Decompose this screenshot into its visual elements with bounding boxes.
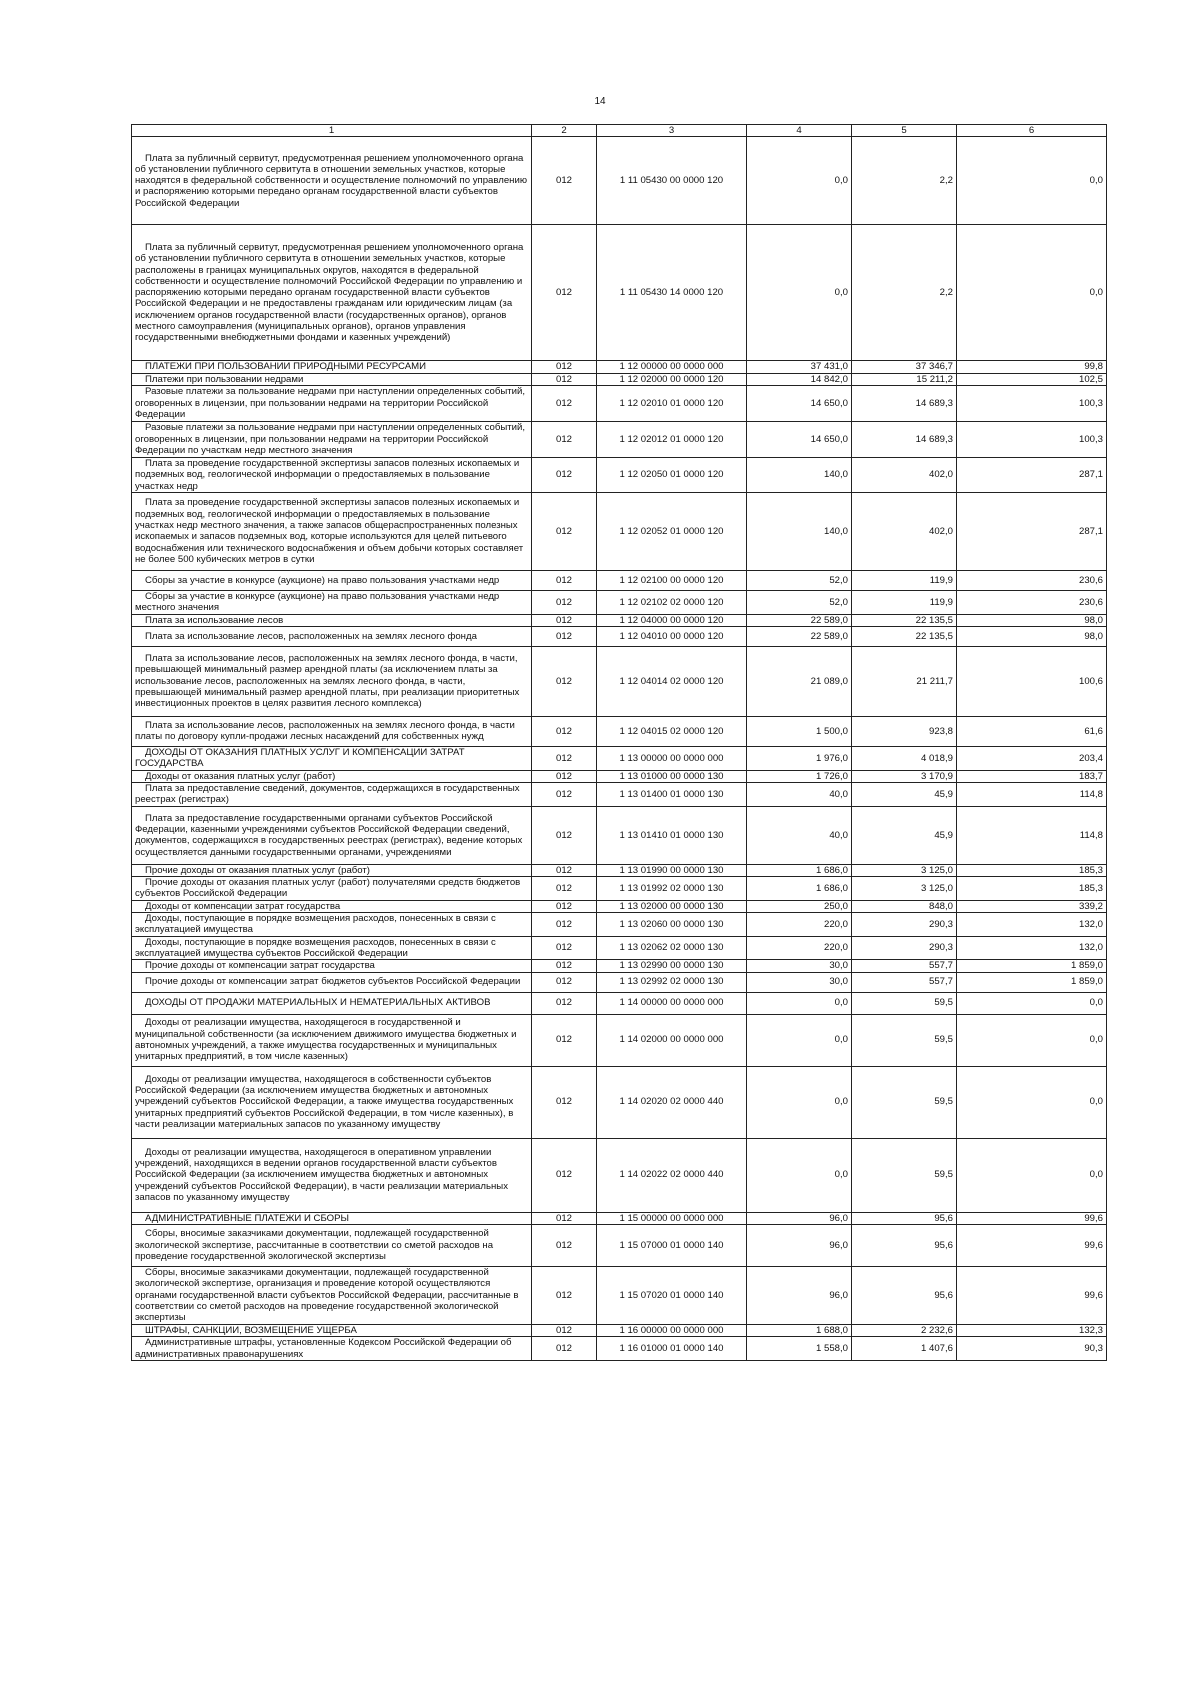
row-admin-code: 012 [532, 716, 597, 746]
table-row [132, 1138, 1107, 1212]
row-budget-code: 1 12 02010 01 0000 120 [597, 385, 747, 421]
row-admin-code: 012 [532, 806, 597, 864]
row-budget-code: 1 13 02060 00 0000 130 [597, 913, 747, 937]
row-actual-value: 22 135,5 [852, 626, 957, 646]
row-admin-code: 012 [532, 385, 597, 421]
row-percent: 1 859,0 [957, 960, 1107, 972]
row-admin-code: 012 [532, 972, 597, 992]
table-row [132, 421, 1107, 457]
row-actual-value: 15 211,2 [852, 373, 957, 385]
row-percent: 0,0 [957, 1014, 1107, 1066]
row-actual-value: 37 346,7 [852, 361, 957, 373]
row-budget-code: 1 11 05430 00 0000 120 [597, 137, 747, 225]
row-percent: 100,3 [957, 385, 1107, 421]
row-description: Прочие доходы от оказания платных услуг (работ) получателями средств бюджетов субъектов Российской Федерации [132, 877, 532, 901]
row-description: Доходы от реализации имущества, находящегося в собственности субъектов Российской Федерации (за исключением имущества бюджетных и автономных учреждений субъектов Российской Федерации, а также имущества государственных унитарных предприятий субъектов Российской Федерации, в том числе казенных), в части реализации материальных запасов по указанному имуществу [132, 1066, 532, 1138]
row-percent: 98,0 [957, 626, 1107, 646]
row-description: Плата за использование лесов, расположенных на землях лесного фонда [132, 626, 532, 646]
row-admin-code: 012 [532, 770, 597, 782]
row-admin-code: 012 [532, 900, 597, 912]
table-row [132, 960, 1107, 972]
row-actual-value: 2,2 [852, 225, 957, 361]
row-budget-code: 1 14 00000 00 0000 000 [597, 992, 747, 1014]
header-cell: 4 [747, 125, 852, 137]
row-plan-value: 140,0 [747, 492, 852, 570]
row-admin-code: 012 [532, 1324, 597, 1336]
row-budget-code: 1 14 02000 00 0000 000 [597, 1014, 747, 1066]
row-plan-value: 14 650,0 [747, 421, 852, 457]
row-plan-value: 0,0 [747, 225, 852, 361]
row-description: ДОХОДЫ ОТ ОКАЗАНИЯ ПЛАТНЫХ УСЛУГ И КОМПЕНСАЦИИ ЗАТРАТ ГОСУДАРСТВА [132, 746, 532, 770]
table-row [132, 1266, 1107, 1324]
row-actual-value: 45,9 [852, 806, 957, 864]
row-percent: 287,1 [957, 492, 1107, 570]
row-percent: 0,0 [957, 225, 1107, 361]
row-admin-code: 012 [532, 1266, 597, 1324]
row-admin-code: 012 [532, 960, 597, 972]
row-percent: 203,4 [957, 746, 1107, 770]
row-actual-value: 2 232,6 [852, 1324, 957, 1336]
row-plan-value: 1 558,0 [747, 1337, 852, 1361]
row-budget-code: 1 13 01990 00 0000 130 [597, 864, 747, 876]
row-description: Разовые платежи за пользование недрами при наступлении определенных событий, оговоренных в лицензии, при пользовании недрами на территории Российской Федерации [132, 385, 532, 421]
table-row [132, 492, 1107, 570]
table-row [132, 1324, 1107, 1336]
row-actual-value: 402,0 [852, 492, 957, 570]
row-description: Плата за предоставление государственными органами субъектов Российской Федерации, казенными учреждениями субъектов Российской Федерации сведений, документов, содержащихся в государственных реестрах (регистрах), ведение которых осуществляется данными государственными органами, учреждениями [132, 806, 532, 864]
table-row [132, 877, 1107, 901]
row-percent: 100,3 [957, 421, 1107, 457]
table-row [132, 225, 1107, 361]
table-row [132, 1014, 1107, 1066]
row-budget-code: 1 12 02100 00 0000 120 [597, 570, 747, 590]
table-row [132, 1224, 1107, 1266]
table-row [132, 992, 1107, 1014]
row-actual-value: 119,9 [852, 570, 957, 590]
row-plan-value: 1 688,0 [747, 1324, 852, 1336]
row-percent: 90,3 [957, 1337, 1107, 1361]
row-plan-value: 30,0 [747, 960, 852, 972]
row-budget-code: 1 13 02000 00 0000 130 [597, 900, 747, 912]
row-plan-value: 21 089,0 [747, 646, 852, 716]
row-percent: 0,0 [957, 1138, 1107, 1212]
row-budget-code: 1 12 04010 00 0000 120 [597, 626, 747, 646]
row-actual-value: 290,3 [852, 936, 957, 960]
row-actual-value: 59,5 [852, 992, 957, 1014]
row-description: Платежи при пользовании недрами [132, 373, 532, 385]
row-description: Прочие доходы от компенсации затрат государства [132, 960, 532, 972]
row-admin-code: 012 [532, 590, 597, 614]
row-percent: 185,3 [957, 877, 1107, 901]
header-cell: 1 [132, 125, 532, 137]
row-actual-value: 3 125,0 [852, 864, 957, 876]
row-admin-code: 012 [532, 225, 597, 361]
row-percent: 99,6 [957, 1266, 1107, 1324]
row-admin-code: 012 [532, 1337, 597, 1361]
row-percent: 230,6 [957, 590, 1107, 614]
row-percent: 0,0 [957, 992, 1107, 1014]
row-percent: 0,0 [957, 1066, 1107, 1138]
row-budget-code: 1 12 04014 02 0000 120 [597, 646, 747, 716]
row-budget-code: 1 12 04000 00 0000 120 [597, 614, 747, 626]
row-description: Плата за использование лесов, расположенных на землях лесного фонда, в части, превышающей минимальный размер арендной платы (за исключением платы за использование лесов, расположенных на землях лесного фонда, в части, превышающей минимальный размер арендной платы, при реализации приоритетных инвестиционных проектов в целях развития лесного комплекса) [132, 646, 532, 716]
row-plan-value: 1 976,0 [747, 746, 852, 770]
row-admin-code: 012 [532, 992, 597, 1014]
row-percent: 98,0 [957, 614, 1107, 626]
row-description: Доходы, поступающие в порядке возмещения расходов, понесенных в связи с эксплуатацией имущества [132, 913, 532, 937]
row-budget-code: 1 12 02102 02 0000 120 [597, 590, 747, 614]
row-percent: 102,5 [957, 373, 1107, 385]
row-budget-code: 1 12 04015 02 0000 120 [597, 716, 747, 746]
table-row [132, 457, 1107, 492]
table-row [132, 361, 1107, 373]
row-description: Доходы от компенсации затрат государства [132, 900, 532, 912]
row-budget-code: 1 14 02022 02 0000 440 [597, 1138, 747, 1212]
row-actual-value: 59,5 [852, 1066, 957, 1138]
row-description: Сборы за участие в конкурсе (аукционе) на право пользования участками недр [132, 570, 532, 590]
table-row [132, 137, 1107, 225]
row-actual-value: 290,3 [852, 913, 957, 937]
table-row [132, 936, 1107, 960]
row-description: ДОХОДЫ ОТ ПРОДАЖИ МАТЕРИАЛЬНЫХ И НЕМАТЕРИАЛЬНЫХ АКТИВОВ [132, 992, 532, 1014]
row-plan-value: 22 589,0 [747, 626, 852, 646]
row-actual-value: 95,6 [852, 1212, 957, 1224]
row-plan-value: 37 431,0 [747, 361, 852, 373]
row-budget-code: 1 13 00000 00 0000 000 [597, 746, 747, 770]
row-percent: 61,6 [957, 716, 1107, 746]
row-description: Сборы за участие в конкурсе (аукционе) на право пользования участками недр местного значения [132, 590, 532, 614]
row-admin-code: 012 [532, 783, 597, 807]
row-description: Плата за использование лесов [132, 614, 532, 626]
row-description: Прочие доходы от оказания платных услуг (работ) [132, 864, 532, 876]
table-row [132, 806, 1107, 864]
row-plan-value: 96,0 [747, 1212, 852, 1224]
row-plan-value: 0,0 [747, 1066, 852, 1138]
row-admin-code: 012 [532, 646, 597, 716]
row-admin-code: 012 [532, 877, 597, 901]
row-budget-code: 1 13 01400 01 0000 130 [597, 783, 747, 807]
table-row [132, 900, 1107, 912]
row-plan-value: 1 726,0 [747, 770, 852, 782]
row-description: Плата за использование лесов, расположенных на землях лесного фонда, в части платы по договору купли-продажи лесных насаждений для собственных нужд [132, 716, 532, 746]
row-description: Плата за публичный сервитут, предусмотренная решением уполномоченного органа об установлении публичного сервитута в отношении земельных участков, которые расположены в границах муниципальных округов, находятся в федеральной собственности и осуществление полномочий Российской Федерации по управлению и распоряжению которыми передано органам государственной власти субъектов Российской Федерации и не предоставлены гражданам или юридическим лицам (за исключением органов государственной власти (государственных органов), органов местного самоуправления (муниципальных органов), органов управления государственными внебюджетными фондами и казенных учреждений) [132, 225, 532, 361]
row-admin-code: 012 [532, 626, 597, 646]
row-actual-value: 21 211,7 [852, 646, 957, 716]
row-budget-code: 1 13 01992 02 0000 130 [597, 877, 747, 901]
table-row [132, 626, 1107, 646]
row-actual-value: 95,6 [852, 1266, 957, 1324]
row-plan-value: 14 842,0 [747, 373, 852, 385]
table-row [132, 1212, 1107, 1224]
row-plan-value: 96,0 [747, 1224, 852, 1266]
row-percent: 132,3 [957, 1324, 1107, 1336]
row-percent: 230,6 [957, 570, 1107, 590]
row-actual-value: 59,5 [852, 1014, 957, 1066]
row-admin-code: 012 [532, 421, 597, 457]
row-budget-code: 1 13 02992 02 0000 130 [597, 972, 747, 992]
header-cell: 5 [852, 125, 957, 137]
row-percent: 99,8 [957, 361, 1107, 373]
row-plan-value: 220,0 [747, 913, 852, 937]
row-actual-value: 59,5 [852, 1138, 957, 1212]
row-description: ПЛАТЕЖИ ПРИ ПОЛЬЗОВАНИИ ПРИРОДНЫМИ РЕСУРСАМИ [132, 361, 532, 373]
header-cell: 2 [532, 125, 597, 137]
row-actual-value: 402,0 [852, 457, 957, 492]
row-admin-code: 012 [532, 913, 597, 937]
row-plan-value: 250,0 [747, 900, 852, 912]
row-plan-value: 0,0 [747, 137, 852, 225]
revenue-table [131, 124, 1107, 1361]
row-budget-code: 1 12 02050 01 0000 120 [597, 457, 747, 492]
row-budget-code: 1 13 02990 00 0000 130 [597, 960, 747, 972]
row-plan-value: 1 500,0 [747, 716, 852, 746]
table-row [132, 783, 1107, 807]
row-description: Плата за проведение государственной экспертизы запасов полезных ископаемых и подземных вод, геологической информации о предоставляемых в пользование участках недр [132, 457, 532, 492]
row-description: Доходы от реализации имущества, находящегося в государственной и муниципальной собственности (за исключением движимого имущества бюджетных и автономных учреждений, а также имущества государственных и муниципальных унитарных предприятий, в том числе казенных) [132, 1014, 532, 1066]
row-admin-code: 012 [532, 1066, 597, 1138]
row-description: Доходы от оказания платных услуг (работ) [132, 770, 532, 782]
row-plan-value: 40,0 [747, 806, 852, 864]
row-budget-code: 1 16 01000 01 0000 140 [597, 1337, 747, 1361]
row-admin-code: 012 [532, 936, 597, 960]
table-row [132, 1066, 1107, 1138]
row-actual-value: 119,9 [852, 590, 957, 614]
row-admin-code: 012 [532, 1224, 597, 1266]
row-admin-code: 012 [532, 864, 597, 876]
row-plan-value: 52,0 [747, 590, 852, 614]
row-description: Плата за проведение государственной экспертизы запасов полезных ископаемых и подземных вод, геологической информации о предоставляемых в пользование участках недр местного значения, а также запасов общераспространенных полезных ископаемых и запасов подземных вод, которые используются для целей питьевого водоснабжения или технического водоснабжения и объем добычи которых составляет не более 500 кубических метров в сутки [132, 492, 532, 570]
row-plan-value: 52,0 [747, 570, 852, 590]
row-admin-code: 012 [532, 1138, 597, 1212]
table-row [132, 913, 1107, 937]
row-description: Сборы, вносимые заказчиками документации, подлежащей государственной экологической экспертизе, организация и проведение которой осуществляются органами государственной власти субъектов Российской Федерации, рассчитанные в соответствии со сметой расходов на проведение государственной экологической экспертизы [132, 1266, 532, 1324]
row-actual-value: 3 125,0 [852, 877, 957, 901]
row-admin-code: 012 [532, 1212, 597, 1224]
row-actual-value: 14 689,3 [852, 421, 957, 457]
row-budget-code: 1 11 05430 14 0000 120 [597, 225, 747, 361]
row-description: Плата за предоставление сведений, документов, содержащихся в государственных реестрах (регистрах) [132, 783, 532, 807]
row-plan-value: 22 589,0 [747, 614, 852, 626]
table-row [132, 746, 1107, 770]
row-description: Разовые платежи за пользование недрами при наступлении определенных событий, оговоренных в лицензии, при пользовании недрами на территории Российской Федерации по участкам недр местного значения [132, 421, 532, 457]
row-percent: 287,1 [957, 457, 1107, 492]
row-admin-code: 012 [532, 1014, 597, 1066]
row-percent: 0,0 [957, 137, 1107, 225]
row-percent: 132,0 [957, 936, 1107, 960]
row-description: Прочие доходы от компенсации затрат бюджетов субъектов Российской Федерации [132, 972, 532, 992]
row-plan-value: 96,0 [747, 1266, 852, 1324]
row-percent: 1 859,0 [957, 972, 1107, 992]
row-percent: 132,0 [957, 913, 1107, 937]
row-admin-code: 012 [532, 614, 597, 626]
table-row [132, 385, 1107, 421]
row-actual-value: 22 135,5 [852, 614, 957, 626]
row-percent: 339,2 [957, 900, 1107, 912]
row-description: Плата за публичный сервитут, предусмотренная решением уполномоченного органа об установлении публичного сервитута в отношении земельных участков, которые находятся в федеральной собственности и осуществление полномочий по управлению и распоряжению которыми передано органам государственной власти субъектов Российской Федерации [132, 137, 532, 225]
row-percent: 100,6 [957, 646, 1107, 716]
table-row [132, 972, 1107, 992]
row-description: Сборы, вносимые заказчиками документации, подлежащей государственной экологической экспертизе, рассчитанные в соответствии со сметой расходов на проведение государственной экологической экспертизы [132, 1224, 532, 1266]
row-admin-code: 012 [532, 137, 597, 225]
table-row [132, 590, 1107, 614]
row-percent: 183,7 [957, 770, 1107, 782]
row-plan-value: 1 686,0 [747, 864, 852, 876]
table-row [132, 864, 1107, 876]
table-row [132, 646, 1107, 716]
row-actual-value: 14 689,3 [852, 385, 957, 421]
row-admin-code: 012 [532, 373, 597, 385]
row-actual-value: 3 170,9 [852, 770, 957, 782]
row-plan-value: 140,0 [747, 457, 852, 492]
row-plan-value: 0,0 [747, 992, 852, 1014]
header-cell: 6 [957, 125, 1107, 137]
row-plan-value: 40,0 [747, 783, 852, 807]
row-budget-code: 1 16 00000 00 0000 000 [597, 1324, 747, 1336]
row-actual-value: 923,8 [852, 716, 957, 746]
row-admin-code: 012 [532, 361, 597, 373]
row-plan-value: 1 686,0 [747, 877, 852, 901]
row-actual-value: 45,9 [852, 783, 957, 807]
row-admin-code: 012 [532, 746, 597, 770]
row-budget-code: 1 13 02062 02 0000 130 [597, 936, 747, 960]
row-description: Доходы от реализации имущества, находящегося в оперативном управлении учреждений, находящихся в ведении органов государственной власти субъектов Российской Федерации (за исключением имущества бюджетных и автономных учреждений субъектов Российской Федерации), в части реализации материальных запасов по указанному имуществу [132, 1138, 532, 1212]
row-actual-value: 557,7 [852, 960, 957, 972]
row-plan-value: 0,0 [747, 1138, 852, 1212]
row-budget-code: 1 14 02020 02 0000 440 [597, 1066, 747, 1138]
row-description: АДМИНИСТРАТИВНЫЕ ПЛАТЕЖИ И СБОРЫ [132, 1212, 532, 1224]
row-admin-code: 012 [532, 457, 597, 492]
table-row [132, 570, 1107, 590]
table-row [132, 1337, 1107, 1361]
row-percent: 99,6 [957, 1224, 1107, 1266]
row-plan-value: 30,0 [747, 972, 852, 992]
row-budget-code: 1 15 00000 00 0000 000 [597, 1212, 747, 1224]
row-admin-code: 012 [532, 492, 597, 570]
row-budget-code: 1 13 01410 01 0000 130 [597, 806, 747, 864]
row-budget-code: 1 12 02000 00 0000 120 [597, 373, 747, 385]
page-number: 14 [594, 96, 606, 107]
table-row [132, 614, 1107, 626]
row-budget-code: 1 15 07020 01 0000 140 [597, 1266, 747, 1324]
row-actual-value: 1 407,6 [852, 1337, 957, 1361]
row-actual-value: 95,6 [852, 1224, 957, 1266]
row-budget-code: 1 15 07000 01 0000 140 [597, 1224, 747, 1266]
row-budget-code: 1 12 02052 01 0000 120 [597, 492, 747, 570]
row-percent: 114,8 [957, 806, 1107, 864]
row-admin-code: 012 [532, 570, 597, 590]
row-plan-value: 0,0 [747, 1014, 852, 1066]
row-description: Административные штрафы, установленные Кодексом Российской Федерации об административных правонарушениях [132, 1337, 532, 1361]
header-cell: 3 [597, 125, 747, 137]
row-actual-value: 848,0 [852, 900, 957, 912]
table-row [132, 716, 1107, 746]
row-budget-code: 1 12 02012 01 0000 120 [597, 421, 747, 457]
row-percent: 99,6 [957, 1212, 1107, 1224]
table-row [132, 770, 1107, 782]
row-description: ШТРАФЫ, САНКЦИИ, ВОЗМЕЩЕНИЕ УЩЕРБА [132, 1324, 532, 1336]
row-plan-value: 14 650,0 [747, 385, 852, 421]
row-percent: 185,3 [957, 864, 1107, 876]
row-actual-value: 2,2 [852, 137, 957, 225]
row-actual-value: 4 018,9 [852, 746, 957, 770]
header-row [132, 125, 1107, 137]
row-budget-code: 1 13 01000 00 0000 130 [597, 770, 747, 782]
row-percent: 114,8 [957, 783, 1107, 807]
row-budget-code: 1 12 00000 00 0000 000 [597, 361, 747, 373]
row-description: Доходы, поступающие в порядке возмещения расходов, понесенных в связи с эксплуатацией имущества субъектов Российской Федерации [132, 936, 532, 960]
row-actual-value: 557,7 [852, 972, 957, 992]
table-row [132, 373, 1107, 385]
row-plan-value: 220,0 [747, 936, 852, 960]
